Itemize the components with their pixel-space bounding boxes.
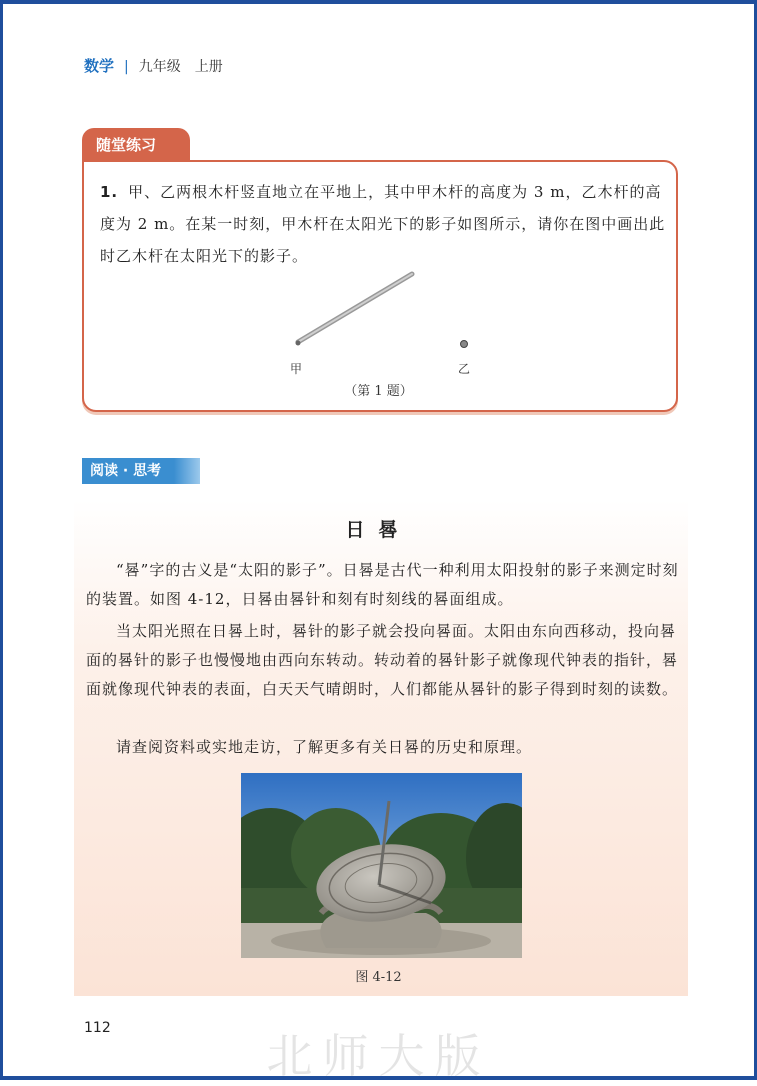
reading-paragraph-2: 当太阳光照在日晷上时，晷针的影子就会投向晷面。太阳由东向西移动，投向晷面的晷针的影子也慢慢地由西向东转动。转动着的晷针影子就像现代钟表的指针，晷面就像现代钟表的表面，白天天气晴朗时，人们都能从晷针的影子得到时刻的读数。 (86, 622, 679, 698)
reading-paragraph-3: 请查阅资料或实地走访，了解更多有关日晷的历史和原理。 (116, 738, 533, 756)
reading-title: 日晷 (345, 519, 412, 541)
question-number: 1. (100, 183, 119, 201)
sundial-photo (241, 773, 522, 958)
exercise-tab: 随堂练习 (82, 128, 190, 162)
figure-caption-2: 图 4-12 (355, 970, 402, 985)
question-text: 甲、乙两根木杆竖直地立在平地上，其中甲木杆的高度为 3 m，乙木杆的高度为 2 m。在某一时刻，甲木杆在太阳光下的影子如图所示，请你在图中画出此时乙木杆在太阳光下的影子。 (100, 183, 666, 265)
pole-b-point (461, 341, 468, 348)
publisher-watermark: 北师大版 (266, 1029, 491, 1083)
running-header (84, 55, 223, 76)
page-number: 112 (84, 1020, 111, 1036)
page-frame-top (0, 0, 757, 4)
reading-paragraph-1: “晷”字的古义是“太阳的影子”。日晷是古代一种利用太阳投射的影子来测定时刻的装置。如图 4-12，日晷由晷针和刻有时刻线的晷面组成。 (86, 561, 679, 608)
header-separator: | (124, 59, 129, 75)
header-subject: 数学 (84, 57, 115, 75)
pole-a-base (296, 341, 301, 346)
label-pole-a: 甲 (290, 362, 303, 376)
header-grade: 九年级 上册 (138, 59, 223, 75)
label-pole-b: 乙 (458, 362, 471, 376)
reading-tab: 阅读 · 思考 (82, 458, 200, 484)
question-1 (100, 176, 666, 272)
figure-caption-1: （第 1 题） (344, 384, 413, 399)
